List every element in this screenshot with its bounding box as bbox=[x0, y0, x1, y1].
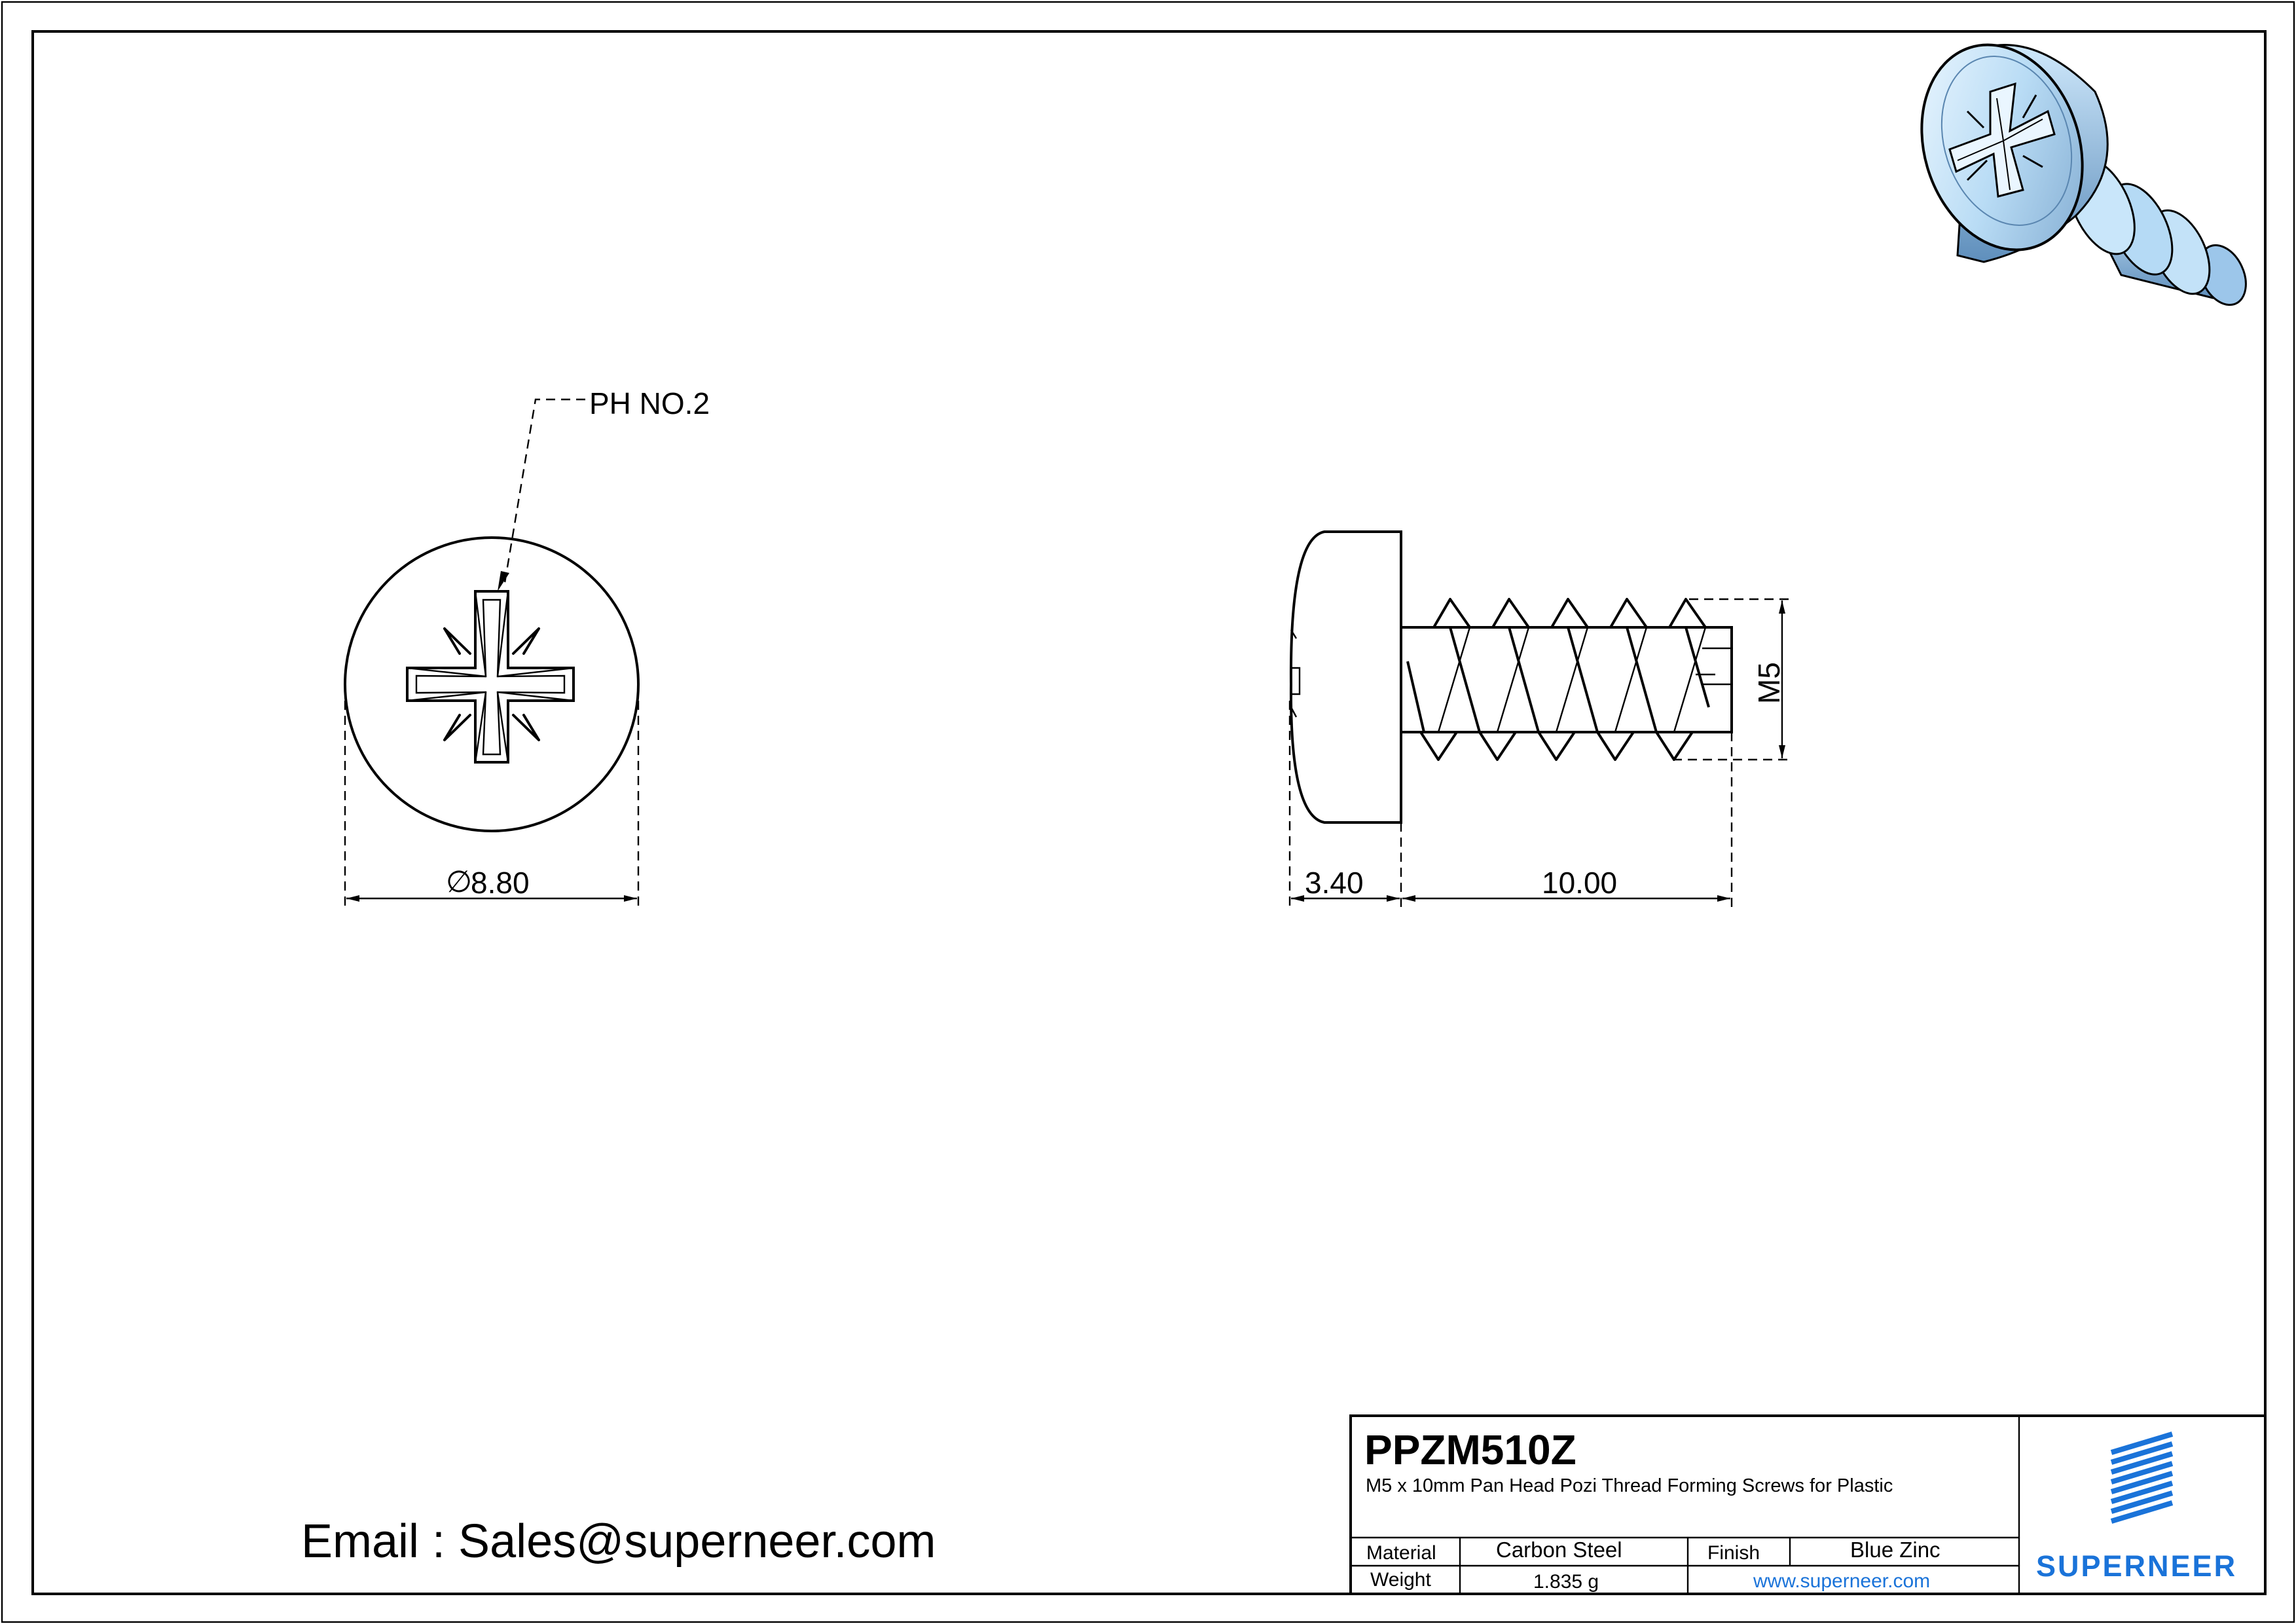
part-number: PPZM510Z bbox=[1364, 1426, 1576, 1473]
title-block bbox=[1351, 1416, 2265, 1594]
thread-crests bbox=[1421, 599, 1705, 760]
finish-value: Blue Zinc bbox=[1850, 1538, 1941, 1562]
material-value: Carbon Steel bbox=[1496, 1538, 1622, 1562]
top-view bbox=[345, 386, 710, 907]
callout-label: PH NO.2 bbox=[589, 386, 710, 420]
diameter-value: 8.80 bbox=[471, 866, 530, 900]
head-height-value: 3.40 bbox=[1305, 866, 1364, 900]
pozi-ticks bbox=[445, 629, 539, 740]
finish-label: Finish bbox=[1707, 1542, 1760, 1564]
logo-text: SUPERNEER bbox=[2036, 1549, 2238, 1583]
callout-arrow bbox=[498, 571, 509, 591]
shank-outline bbox=[1401, 627, 1732, 732]
head-outline bbox=[345, 538, 638, 831]
side-view bbox=[1290, 532, 1791, 907]
weight-label: Weight bbox=[1370, 1569, 1431, 1591]
diameter-symbol: ∅ bbox=[446, 864, 473, 898]
pozi-recess bbox=[407, 591, 574, 762]
contact-email[interactable]: Email : Sales@superneer.com bbox=[301, 1515, 936, 1568]
part-description: M5 x 10mm Pan Head Pozi Thread Forming Screws for Plastic bbox=[1366, 1475, 1893, 1496]
thread-size-label: M5 bbox=[1752, 662, 1786, 704]
weight-value: 1.835 g bbox=[1533, 1571, 1599, 1593]
superneer-stripes-logo bbox=[2111, 1434, 2172, 1521]
pozi-screw-3d-icon bbox=[1896, 24, 2255, 312]
side-head-outline bbox=[1291, 532, 1401, 822]
website-link[interactable]: www.superneer.com bbox=[1753, 1570, 1931, 1592]
callout-leader bbox=[505, 399, 585, 583]
inner-frame bbox=[33, 31, 2265, 1594]
material-label: Material bbox=[1366, 1542, 1436, 1564]
pozi-recess-inner bbox=[416, 600, 564, 754]
thread-helix bbox=[1408, 627, 1709, 732]
length-value: 10.00 bbox=[1542, 866, 1618, 900]
